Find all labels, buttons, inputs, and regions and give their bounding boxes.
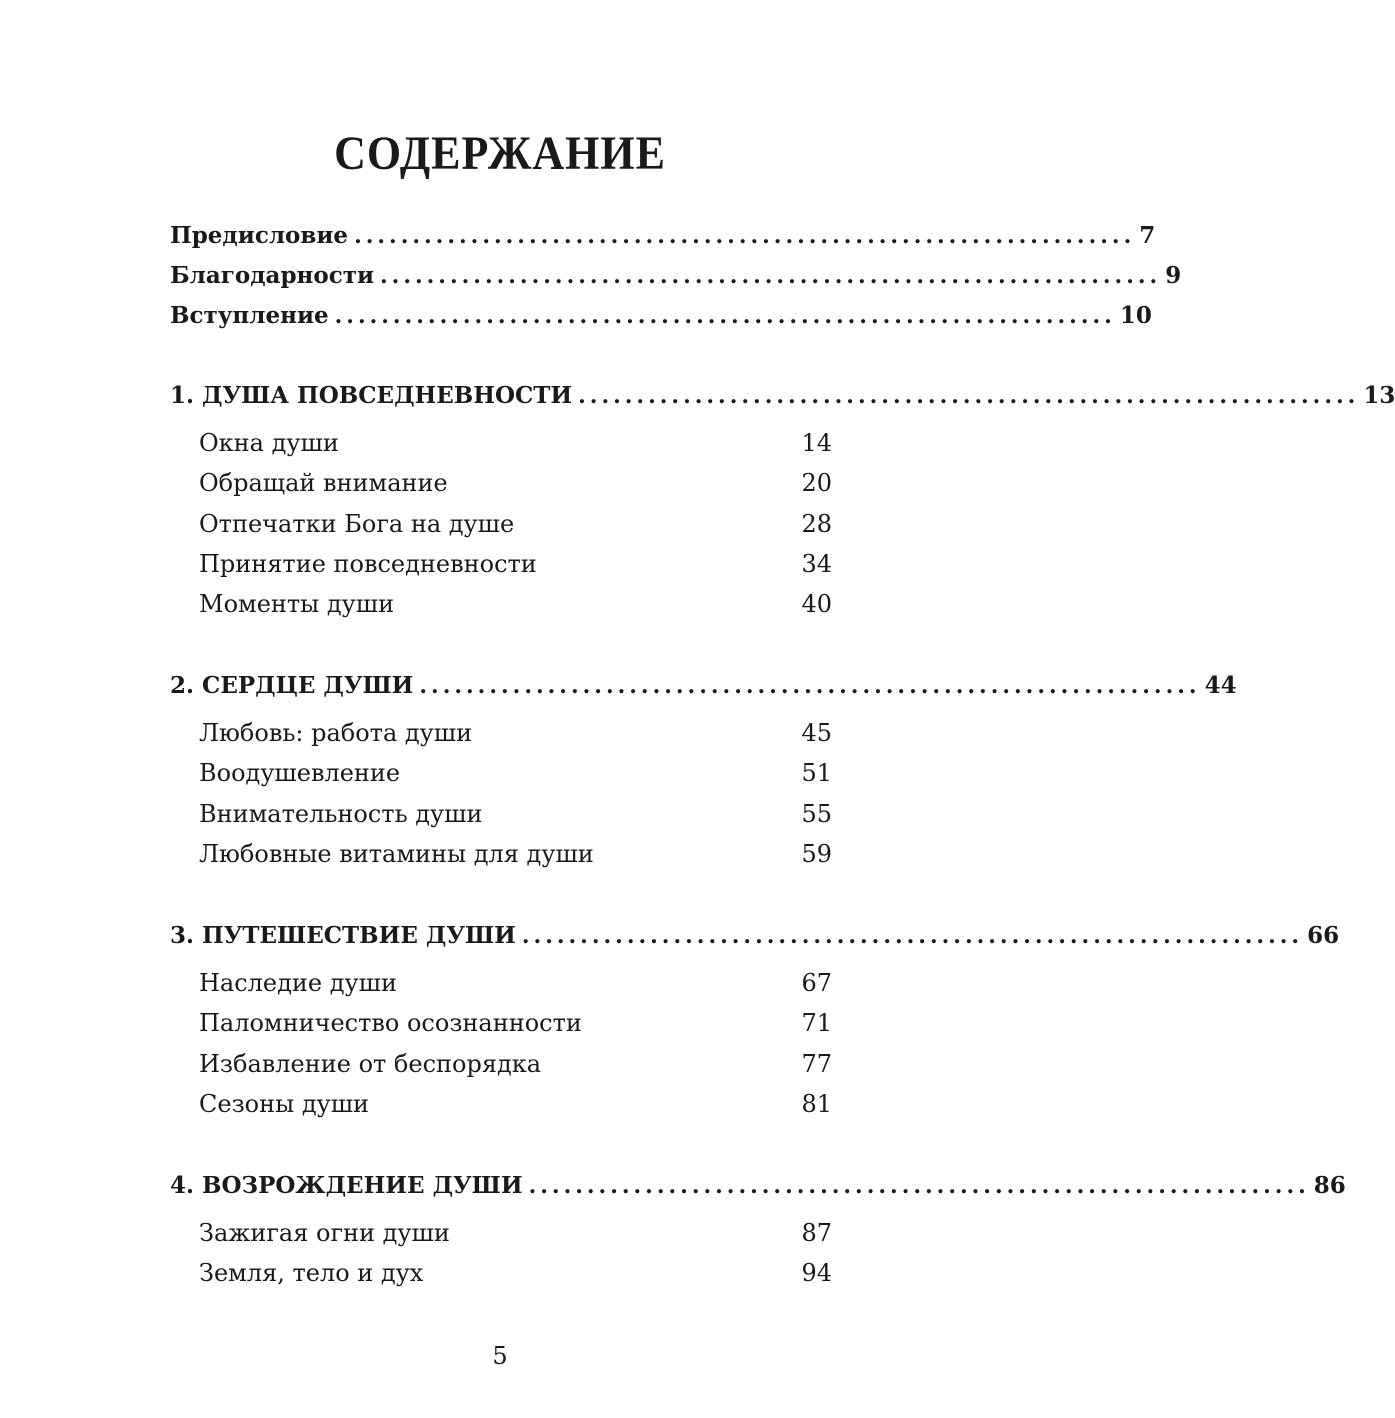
toc-section (170, 1219, 832, 1259)
toc-entry-page: 9 (1165, 262, 1182, 289)
toc-entry-preface (170, 222, 1156, 262)
toc-section-page: 55 (801, 800, 832, 828)
toc-entry-introduction (170, 302, 1152, 342)
toc-section-label: Внимательность души (199, 800, 483, 828)
toc-chapter-4 (170, 1172, 1346, 1212)
toc-chapter-page: 86 (1313, 1172, 1346, 1199)
toc-entry-page: 7 (1139, 222, 1156, 249)
toc-section-label: Избавление от беспорядка (199, 1050, 542, 1078)
toc-section-label: Принятие повседневности (199, 550, 537, 578)
toc-section-label: Окна души (199, 429, 339, 457)
toc-chapter-page: 44 (1204, 672, 1237, 699)
toc-chapter-2 (170, 672, 1237, 712)
toc-section-page: 20 (801, 469, 832, 497)
toc-section-label: Любовные витамины для души (199, 840, 594, 868)
toc-entry-label: Вступление (170, 302, 329, 329)
toc-section (170, 840, 832, 880)
toc-chapter-label: 2. СЕРДЦЕ ДУШИ (170, 672, 414, 699)
toc-section-label: Любовь: работа души (199, 719, 473, 747)
toc-section-page: 67 (801, 969, 832, 997)
toc-chapter-label: 3. ПУТЕШЕСТВИЕ ДУШИ (170, 922, 516, 949)
toc-section (170, 759, 832, 799)
toc-section-label: Наследие души (199, 969, 397, 997)
toc-entry-label: Предисловие (170, 222, 349, 249)
toc-section-label: Паломничество осознанности (199, 1009, 582, 1037)
dot-leader: ................................................................... (521, 923, 1304, 949)
toc-section-label: Земля, тело и дух (199, 1259, 424, 1287)
toc-section (170, 800, 832, 840)
dot-leader: ................................................................... (528, 1173, 1310, 1199)
dot-leader: ................................................................... (578, 383, 1360, 409)
toc-section (170, 969, 832, 1009)
toc-section-page: 71 (801, 1009, 832, 1037)
toc-section (170, 1050, 832, 1090)
toc-section-page: 14 (801, 429, 832, 457)
toc-section (170, 510, 832, 550)
toc-chapter-3 (170, 922, 1340, 962)
toc-section (170, 590, 832, 630)
toc-section-page: 77 (801, 1050, 832, 1078)
toc-chapter-1 (170, 382, 1395, 422)
toc-section-page: 94 (801, 1259, 832, 1287)
toc-section (170, 429, 832, 469)
toc-section (170, 550, 832, 590)
dot-leader: ................................................................... (419, 673, 1201, 699)
toc-section-label: Обращай внимание (199, 469, 448, 497)
toc-chapter-page: 66 (1307, 922, 1340, 949)
dot-leader: ................................................................... (354, 223, 1136, 249)
toc-section-label: Отпечатки Бога на душе (199, 510, 515, 538)
toc-section-page: 87 (801, 1219, 832, 1247)
toc-section-page: 40 (801, 590, 832, 618)
toc-chapter-label: 1. ДУША ПОВСЕДНЕВНОСТИ (170, 382, 573, 409)
toc-section (170, 1009, 832, 1049)
toc-section-page: 51 (801, 759, 832, 787)
toc-section-page: 34 (801, 550, 832, 578)
toc-entry-page: 10 (1119, 302, 1152, 329)
dot-leader: ................................................................... (334, 303, 1116, 329)
toc-section-page: 59 (801, 840, 832, 868)
dot-leader: ................................................................... (380, 263, 1162, 289)
toc-section-page: 81 (801, 1090, 832, 1118)
toc-entry-acknowledgements (170, 262, 1182, 302)
toc-entry-label: Благодарности (170, 262, 375, 289)
toc-section-label: Моменты души (199, 590, 395, 618)
toc-section-label: Зажигая огни души (199, 1219, 450, 1247)
toc-section-page: 28 (801, 510, 832, 538)
toc-section-label: Воодушевление (199, 759, 401, 787)
toc-chapter-page: 13 (1363, 382, 1395, 409)
toc-chapter-label: 4. ВОЗРОЖДЕНИЕ ДУШИ (170, 1172, 523, 1199)
toc-section-page: 45 (801, 719, 832, 747)
toc-section (170, 1259, 832, 1299)
toc-section-label: Сезоны души (199, 1090, 370, 1118)
toc-section (170, 469, 832, 509)
toc-section (170, 1090, 832, 1130)
page-number: 5 (492, 1342, 508, 1370)
toc-section (170, 719, 832, 759)
page-title: СОДЕРЖАНИЕ (334, 127, 666, 180)
